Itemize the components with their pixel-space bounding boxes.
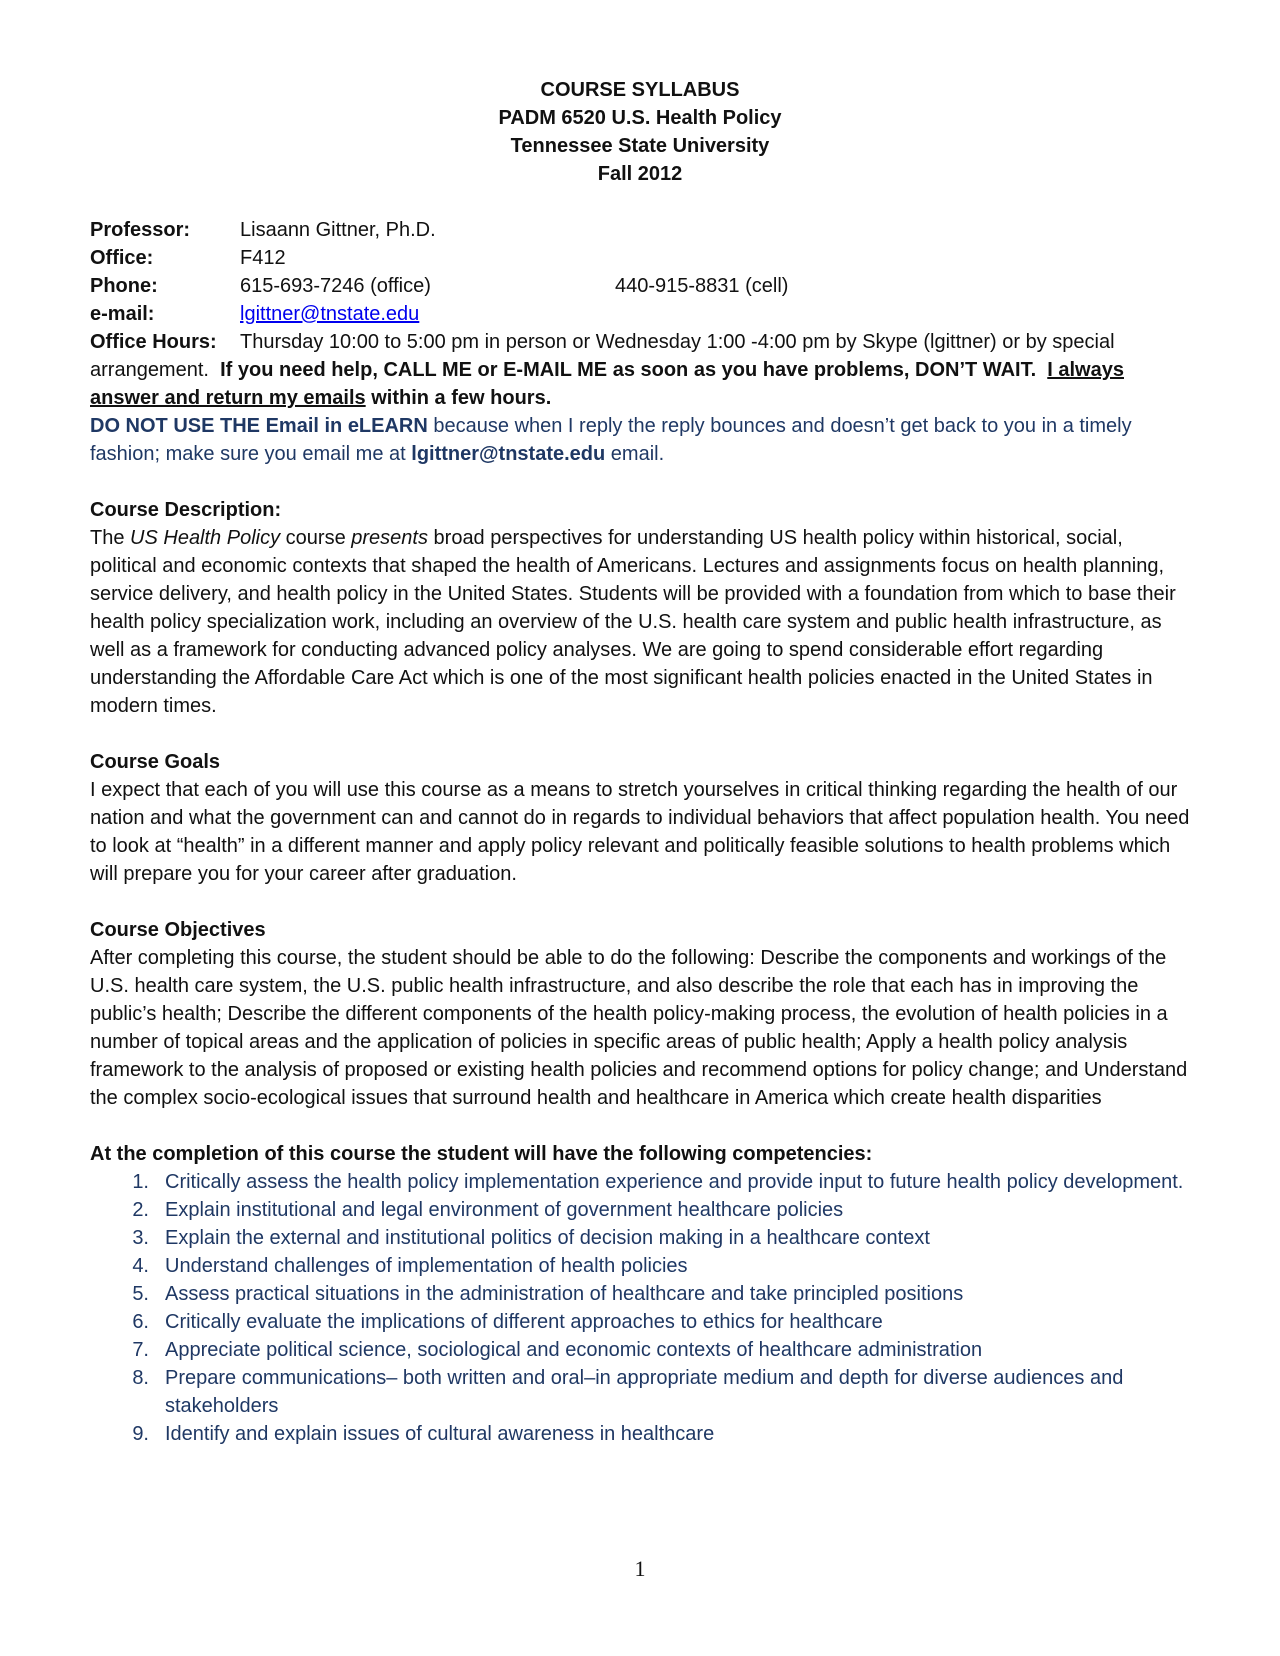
- term: Fall 2012: [597, 163, 683, 185]
- syllabus-page: [90, 76, 1190, 1448]
- list-number: 4.: [132, 1255, 149, 1277]
- list-item: [90, 1280, 1190, 1308]
- description-course: course: [285, 527, 346, 549]
- description-the: The: [90, 527, 125, 549]
- competencies-heading: At the completion of this course the student will have the following competencies:: [90, 1143, 873, 1165]
- goals-text: I expect that each of you will use this course as a means to stretch yourselves in critical thinking regarding the health of our nation and what the government can and cannot do in regards to individual behaviors that affect population health. You need to look at “health” in a different manner and apply policy relevant and politically feasible solutions to health problems which will prepare you for your career after graduation.: [90, 779, 1190, 885]
- list-number: 2.: [132, 1199, 149, 1221]
- description-text: [90, 524, 1190, 720]
- list-item: [90, 1196, 1190, 1224]
- description-course-title: US Health Policy: [130, 527, 281, 549]
- doc-title: COURSE SYLLABUS: [540, 79, 740, 101]
- university-name: Tennessee State University: [510, 135, 770, 157]
- phone-office: 615-693-7246 (office): [240, 275, 431, 297]
- phone-label: Phone:: [90, 275, 158, 297]
- list-number: 7.: [132, 1339, 149, 1361]
- list-number: 5.: [132, 1283, 149, 1305]
- list-item: [90, 1364, 1190, 1420]
- list-text: Critically evaluate the implications of different approaches to ethics for healthcare: [165, 1311, 883, 1333]
- professor-value: Lisaann Gittner, Ph.D.: [240, 219, 436, 241]
- email-link[interactable]: lgittner@tnstate.edu: [240, 303, 420, 325]
- list-item: [90, 1252, 1190, 1280]
- list-text: Explain institutional and legal environment of government healthcare policies: [165, 1199, 844, 1221]
- phone-cell: 440-915-8831 (cell): [615, 275, 789, 297]
- elearn-notice: [90, 412, 1190, 468]
- list-item: [90, 1168, 1190, 1196]
- page-number: 1: [634, 1556, 646, 1581]
- list-number: 6.: [132, 1311, 149, 1333]
- elearn-text: because when I reply the reply bounces and doesn’t get back to you in a timely fashion; make sure you email me at: [90, 415, 1132, 465]
- list-number: 3.: [132, 1227, 149, 1249]
- elearn-warning: DO NOT USE THE Email in eLEARN: [90, 415, 428, 437]
- description-presents: presents: [351, 527, 428, 549]
- list-number: 1.: [132, 1171, 149, 1193]
- office-label: Office:: [90, 247, 154, 269]
- course-title: PADM 6520 U.S. Health Policy: [498, 107, 782, 129]
- elearn-email: lgittner@tnstate.edu: [411, 443, 606, 465]
- list-text: Assess practical situations in the administration of healthcare and take principled positions: [165, 1283, 964, 1305]
- email-label: e-mail:: [90, 303, 155, 325]
- elearn-end: email.: [610, 443, 665, 465]
- competencies-list: [90, 1168, 1190, 1448]
- email-row: [90, 300, 1190, 328]
- office-hours-text: Thursday 10:00 to 5:00 pm in person or Wednesday 1:00 -4:00 pm by Skype (lgittner) or by special arrangement.: [90, 331, 1115, 381]
- list-number: 9.: [132, 1423, 149, 1445]
- within-hours: within a few hours.: [371, 387, 552, 409]
- professor-label: Professor:: [90, 219, 191, 241]
- always-answer: I always answer and return my emails: [90, 359, 1124, 409]
- description-body: broad perspectives for understanding US health policy within historical, social, political and economic contexts that shaped the health of Americans. Lectures and assignments focus on health planning, service delivery, and health policy in the United States. Students will be provided with a foundation from which to base their health policy specialization work, including an overview of the U.S. health care system and public health infrastructure, as well as a framework for conducting advanced policy analyses. We are going to spend considerable effort regarding understanding the Affordable Care Act which is one of the most significant health policies enacted in the United States in modern times.: [90, 527, 1176, 717]
- list-text: Identify and explain issues of cultural awareness in healthcare: [165, 1423, 715, 1445]
- office-hours-paragraph: [90, 328, 1190, 412]
- help-notice: If you need help, CALL ME or E-MAIL ME as soon as you have problems, DON’T WAIT.: [220, 359, 1037, 381]
- list-item: [90, 1224, 1190, 1252]
- list-text: Explain the external and institutional politics of decision making in a healthcare context: [165, 1227, 930, 1249]
- phone-row: [90, 272, 1190, 300]
- list-text: Prepare communications– both written and oral–in appropriate medium and depth for diverse audiences and stakeholders: [165, 1367, 1124, 1417]
- list-text: Appreciate political science, sociological and economic contexts of healthcare administration: [165, 1339, 983, 1361]
- professor-row: [90, 216, 1190, 244]
- goals-heading: Course Goals: [90, 751, 221, 773]
- description-heading: Course Description:: [90, 499, 282, 521]
- list-text: Critically assess the health policy implementation experience and provide input to future health policy development.: [165, 1171, 1184, 1193]
- list-number: 8.: [132, 1367, 149, 1389]
- list-text: Understand challenges of implementation of health policies: [165, 1255, 688, 1277]
- list-item: [90, 1336, 1190, 1364]
- objectives-text: After completing this course, the student should be able to do the following: Describe the components and workings of the U.S. health care system, the U.S. public health infrastructure, and also describe the role that each has in improving the public’s health; Describe the different components of the health policy-making process, the evolution of health policies in a number of topical areas and the application of policies in specific areas of public health; Apply a health policy analysis framework to the analysis of proposed or existing health policies and recommend options for policy change; and Understand the complex socio-ecological issues that surround health and healthcare in America which create health disparities: [90, 947, 1188, 1109]
- list-item: [90, 1420, 1190, 1448]
- office-row: [90, 244, 1190, 272]
- list-item: [90, 1308, 1190, 1336]
- office-value: F412: [240, 247, 286, 269]
- objectives-heading: Course Objectives: [90, 919, 266, 941]
- office-hours-label: Office Hours:: [90, 331, 217, 353]
